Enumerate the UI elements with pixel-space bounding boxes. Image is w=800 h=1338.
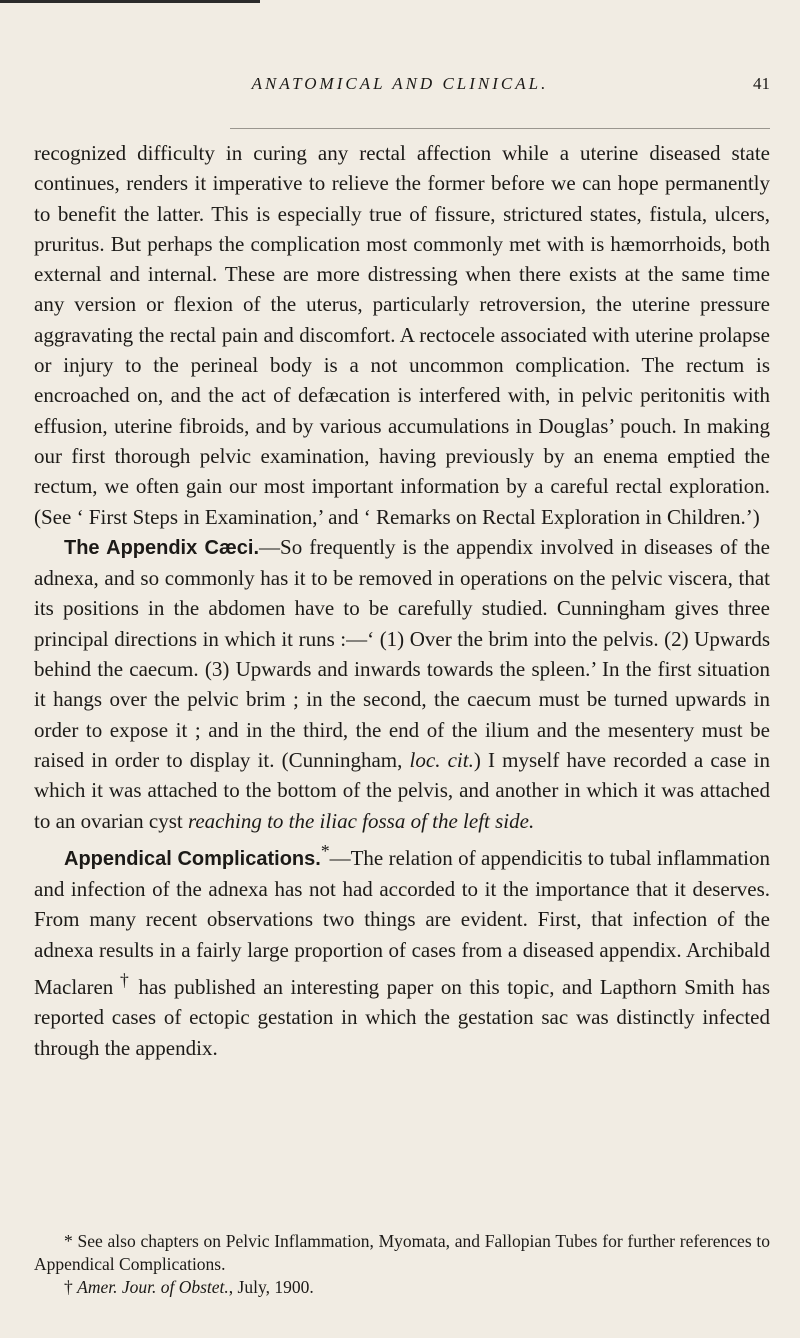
running-title: ANATOMICAL AND CLINICAL. (251, 74, 549, 93)
section-heading-appendix-caeci: The Appendix Cæci. (64, 536, 260, 559)
footnote-1: * See also chapters on Pelvic Inflammation, Myomata, and Fallopian Tubes for further references to Appendical Complications. (34, 1231, 770, 1274)
journal-title: Amer. Jour. of Obstet. (77, 1277, 229, 1297)
top-edge-rule (0, 0, 260, 3)
paragraph-appendix-caeci (34, 532, 770, 836)
paragraph-rectal-complications: recognized difficulty in curing any rectal affection while a uterine diseased state continues, renders it imperative to relieve the former before we can hope permanently to benefit the latter. This is especially true of fissure, strictured states, fistula, ulcers, pruritus. But perhaps the complication most commonly met with is hæmorrhoids, both external and internal. These are more distressing when there exists at the same time any version or flexion of the uterus, particularly retroversion, the uterine pressure aggravating the rectal pain and discomfort. A rectocele associated with uterine prolapse or injury to the perineal body is a not uncommon complication. The rectum is encroached on, and the act of defæcation is interfered with, in pelvic peritonitis with effusion, uterine fibroids, and by various accumulations in Douglas’ pouch. In making our first thorough pelvic examination, having previously by an enema emptied the rectum, we often gain our most important information by a careful rectal exploration. (See ‘ First Steps in Examination,’ and ‘ Remarks on Rectal Exploration in Children.’) (34, 141, 770, 529)
page-number: 41 (753, 74, 770, 93)
paragraph-text: ) I myself have recorded a case in which it was attached to the bottom of the pelvis, and another in which it was attached to an ovarian cyst (34, 747, 770, 833)
italic-phrase: reaching to the iliac fossa of the left side. (187, 808, 535, 833)
citation-loc-cit: loc. cit. (409, 747, 474, 772)
paragraph-text: —The relation of appendicitis to tubal inflammation and infection of the adnexa has not had accorded to it the importance that it deserves. From many recent observations two things are evident. First, that infection of the adnexa results in a fairly large proportion of cases from a diseased appendix. Archibald Maclaren (34, 845, 771, 1000)
footnote-date: , July, 1900. (228, 1277, 314, 1297)
paragraph-text: —So frequently is the appendix involved in diseases of the adnexa, and so commonly has it to be removed in operations on the pelvic viscera, that its positions in the abdomen have to be carefully studied. Cunningham gives three principal directions in which it runs :—‘ (1) Over the brim into the pelvis. (2) Upwards behind the caecum. (3) Upwards and inwards towards the spleen.’ In the first situation it hangs over the pelvic brim ; in the second, the caecum must be turned upwards in order to expose it ; and in the third, the end of the ilium and the mesentery must be raised in order to display it. (Cunningham, (34, 534, 770, 772)
footnote-marker-asterisk: * (320, 840, 330, 861)
paragraph-appendical-complications (34, 836, 770, 1063)
paragraph-text: has published an interesting paper on this topic, and Lapthorn Smith has reported cases of ectopic gestation in which the gestation sac was distinctly infected through the appendix. (34, 975, 771, 1060)
footnote-2 (34, 1276, 770, 1299)
header-rule (230, 128, 770, 129)
section-heading-appendical-complications: Appendical Complications. (64, 847, 321, 870)
running-head (0, 72, 800, 102)
footnote-marker: † (64, 1277, 78, 1297)
footnotes (34, 1230, 770, 1299)
body-text (34, 138, 770, 1063)
footnote-marker-dagger: † (113, 970, 131, 991)
